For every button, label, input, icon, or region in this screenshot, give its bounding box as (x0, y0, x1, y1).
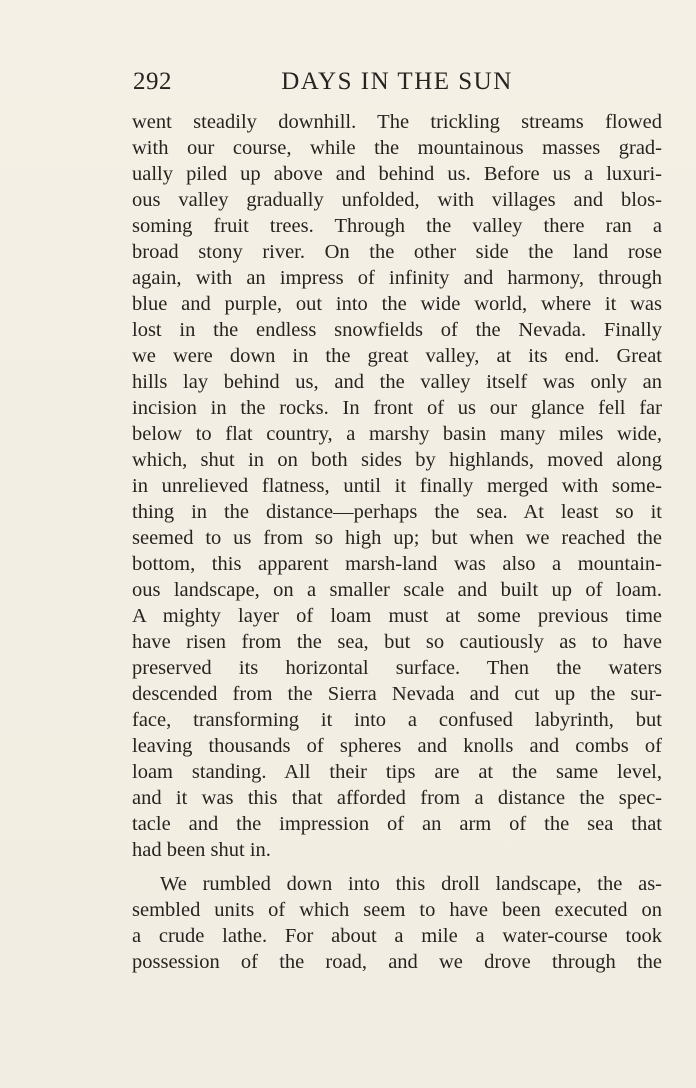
running-head: DAYS IN THE SUN (281, 68, 513, 95)
text-line: broad stony river. On the other side the land rose (132, 241, 662, 263)
text-line: ually piled up above and behind us. Before us a luxuri- (132, 163, 662, 185)
text-line: thing in the distance—perhaps the sea. At least so it (132, 501, 662, 523)
text-line: possession of the road, and we drove through the (132, 951, 662, 973)
text-line: bottom, this apparent marsh-land was also a mountain- (132, 553, 662, 575)
text-line: again, with an impress of infinity and harmony, through (132, 267, 662, 289)
text-line: seemed to us from so high up; but when we reached the (132, 527, 662, 549)
page-number: 292 (133, 68, 172, 95)
text-line: loam standing. All their tips are at the same level, (132, 761, 662, 783)
body-text (132, 109, 662, 975)
paragraph-1 (132, 109, 662, 863)
paragraph-2 (132, 871, 662, 975)
text-line: blue and purple, out into the wide world, where it was (132, 293, 662, 315)
text-line: ous landscape, on a smaller scale and built up of loam. (132, 579, 662, 601)
text-line: have risen from the sea, but so cautiously as to have (132, 631, 662, 653)
text-line: and it was this that afforded from a distance the spec- (132, 787, 662, 809)
text-line: tacle and the impression of an arm of the sea that (132, 813, 662, 835)
text-line: in unrelieved flatness, until it finally merged with some- (132, 475, 662, 497)
text-line: soming fruit trees. Through the valley there ran a (132, 215, 662, 237)
text-line: with our course, while the mountainous masses grad- (132, 137, 662, 159)
text-line: lost in the endless snowfields of the Nevada. Finally (132, 319, 662, 341)
page-header (133, 66, 661, 98)
text-line: face, transforming it into a confused labyrinth, but (132, 709, 662, 731)
text-line: preserved its horizontal surface. Then the waters (132, 657, 662, 679)
text-line: incision in the rocks. In front of us our glance fell far (132, 397, 662, 419)
text-line: a crude lathe. For about a mile a water-course took (132, 925, 662, 947)
text-line: sembled units of which seem to have been executed on (132, 899, 662, 921)
text-line: We rumbled down into this droll landscape, the as- (160, 873, 662, 895)
text-line: hills lay behind us, and the valley itself was only an (132, 371, 662, 393)
text-line: had been shut in. (132, 839, 271, 861)
text-line: we were down in the great valley, at its end. Great (132, 345, 662, 367)
text-line: leaving thousands of spheres and knolls and combs of (132, 735, 662, 757)
text-line: ous valley gradually unfolded, with villages and blos- (132, 189, 662, 211)
text-line: descended from the Sierra Nevada and cut up the sur- (132, 683, 662, 705)
text-line: went steadily downhill. The trickling streams flowed (132, 111, 662, 133)
paragraph-gap (132, 863, 662, 871)
text-line: which, shut in on both sides by highlands, moved along (132, 449, 662, 471)
text-line: below to flat country, a marshy basin many miles wide, (132, 423, 662, 445)
text-line: A mighty layer of loam must at some previous time (132, 605, 662, 627)
